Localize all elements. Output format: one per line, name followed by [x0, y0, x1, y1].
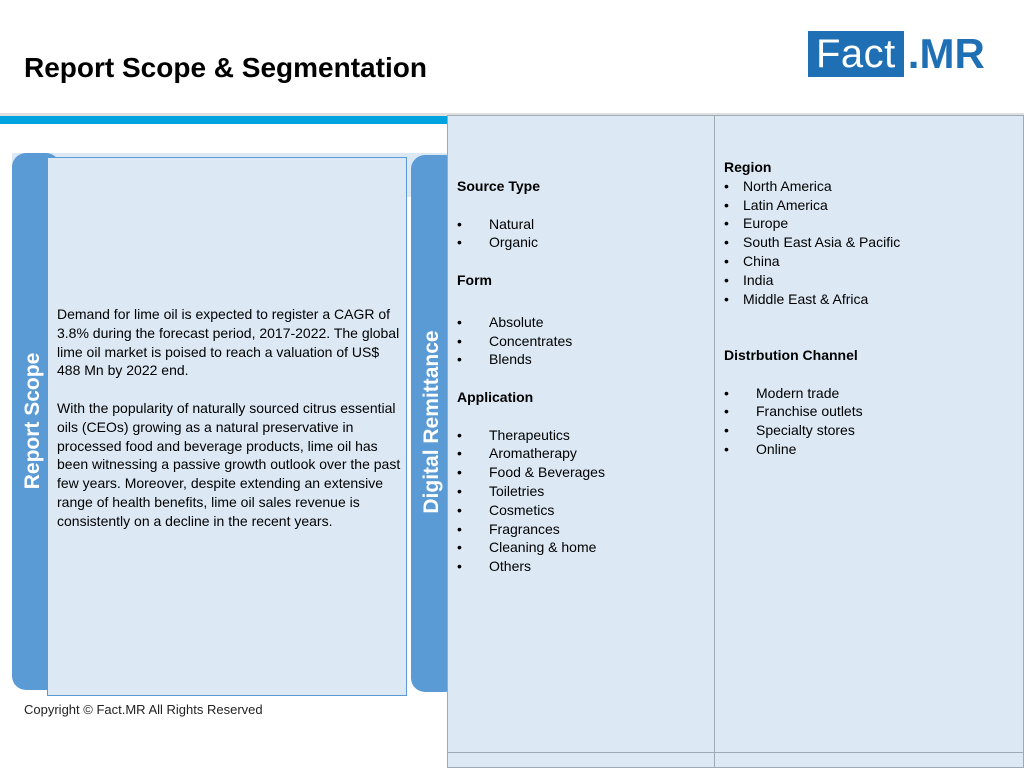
list-item: • Blends: [457, 351, 532, 368]
list-item: • Specialty stores: [724, 422, 855, 439]
copyright-notice: Copyright © Fact.MR All Rights Reserved: [24, 702, 263, 717]
fact-mr-logo: [808, 31, 985, 77]
digital-remittance-label: Digital Remittance: [420, 330, 443, 514]
report-scope-text: [57, 305, 402, 549]
list-item: • Europe: [724, 215, 789, 232]
table-row-divider: [448, 752, 1024, 753]
list-item: • Others: [457, 558, 532, 575]
application-heading: Application: [457, 388, 534, 405]
list-item: • Latin America: [724, 196, 828, 213]
list-item: • Middle East & Africa: [724, 290, 869, 307]
source-type-heading: Source Type: [457, 178, 540, 194]
list-item: • Natural: [457, 215, 535, 232]
list-item: • China: [724, 252, 780, 269]
list-item: • Toiletries: [457, 482, 545, 499]
page-title: Report Scope & Segmentation: [24, 52, 427, 83]
list-item: • Food & Beverages: [457, 464, 605, 481]
list-item: • Online: [724, 440, 797, 457]
list-item: • Concentrates: [457, 332, 573, 349]
list-item: • Franchise outlets: [724, 403, 863, 420]
list-item: • India: [724, 271, 774, 288]
list-item: • Fragrances: [457, 520, 560, 537]
list-item: • Therapeutics: [457, 426, 570, 443]
report-scope-label: Report Scope: [21, 352, 44, 490]
list-item: • Organic: [457, 234, 539, 251]
list-item: • Aromatherapy: [457, 445, 577, 462]
distribution-channel-heading: Distrbution Channel: [724, 346, 858, 363]
list-item: • Modern trade: [724, 384, 840, 401]
header-accent-bar: [0, 116, 450, 124]
scope-paragraph-2: With the popularity of naturally sourced citrus essential oils (CEOs) growing as a natural preservative in processed food and beverage products, lime oil has been witnessing a passive growth outlook over the past few years. Moreover, despite extending an extensive range of health benefits, lime oil sales revenue is consistently on a decline in the recent years.: [57, 399, 401, 529]
logo-fact: Fact: [808, 31, 904, 77]
list-item: • South East Asia & Pacific: [724, 234, 901, 251]
list-item: • Absolute: [457, 313, 544, 330]
list-item: • Cleaning & home: [457, 539, 597, 556]
region-heading: Region: [724, 159, 772, 175]
form-heading: Form: [457, 271, 492, 288]
segmentation-column-2: [724, 158, 1019, 459]
logo-mr: .MR: [907, 30, 985, 77]
list-item: • Cosmetics: [457, 501, 555, 518]
segmentation-column-1: [457, 177, 707, 576]
table-column-divider: [714, 116, 715, 768]
list-item: • North America: [724, 177, 832, 194]
scope-paragraph-1: Demand for lime oil is expected to register a CAGR of 3.8% during the forecast period, 2017-2022. The global lime oil market is poised to reach a valuation of US$ 488 Mn by 2022 end.: [57, 306, 400, 379]
